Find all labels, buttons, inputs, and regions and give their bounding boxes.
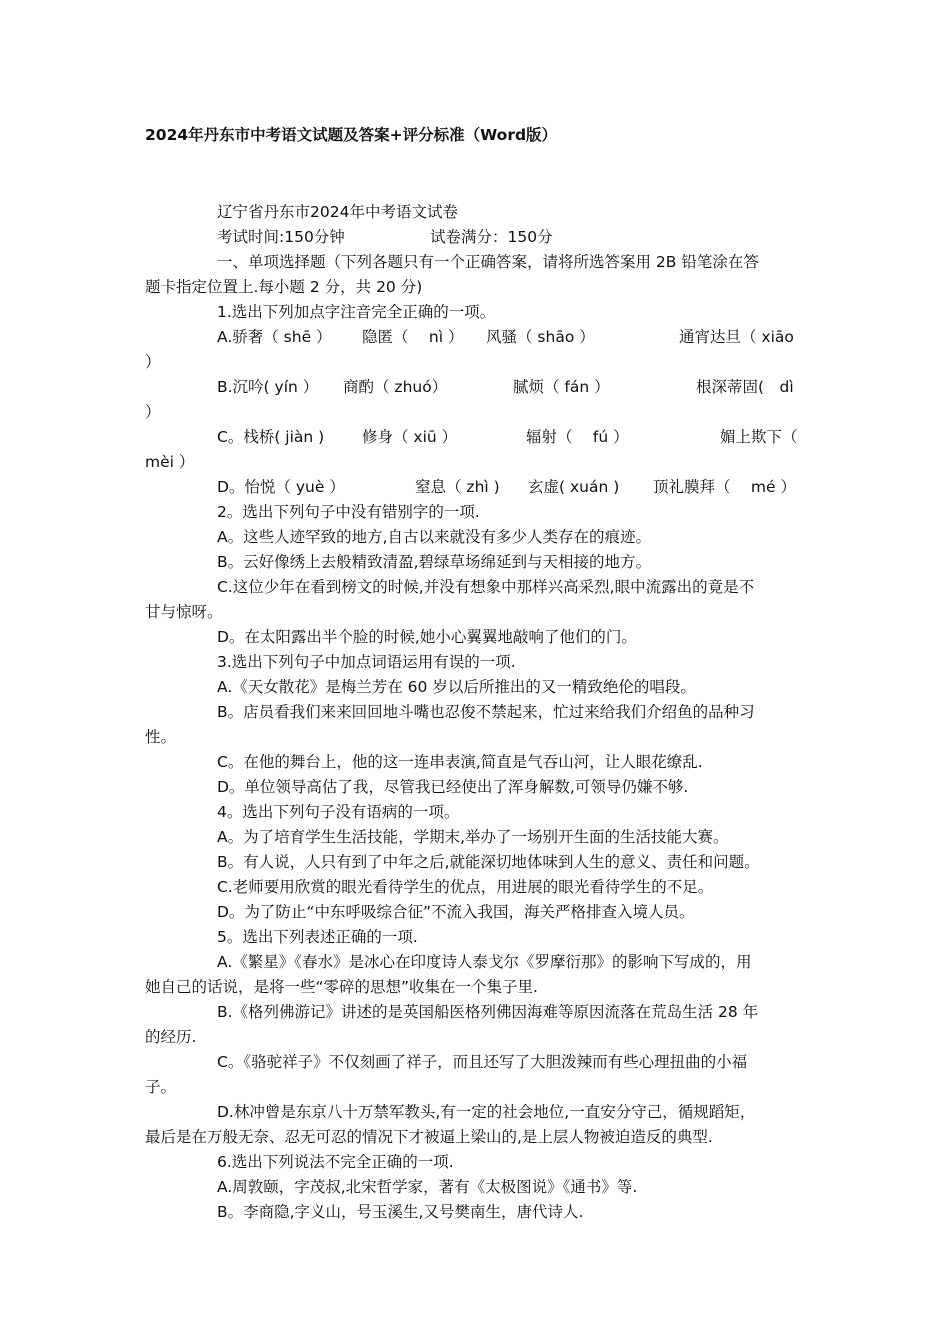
q1-option-c-3: 辐射（ fú ） [526,428,629,446]
paper-heading: 辽宁省丹东市2024年中考语文试卷 [217,203,458,221]
q2-option-d: D。在太阳露出半个脸的时候,她小心翼翼地敲响了他们的门。 [217,628,637,646]
q4-stem: 4。选出下列句子没有语病的一项。 [217,803,460,821]
q3-option-a: A.《天女散花》是梅兰芳在 60 岁以后所推出的又一精致绝伦的唱段。 [217,678,696,696]
q6-option-b: B。李商隐,字义山，号玉溪生,又号樊南生，唐代诗人. [217,1203,584,1221]
q1-option-c-2: 修身（ xiū ） [362,428,458,446]
q5-option-c-line2: 子。 [145,1078,177,1096]
q1-option-b-5: ） [145,403,161,421]
q2-option-a: A。这些人迹罕致的地方,自古以来就没有多少人类存在的痕迹。 [217,528,652,546]
q5-option-b-line2: 的经历. [145,1028,197,1046]
q3-option-d: D。单位领导高估了我，尽管我已经使出了浑身解数,可领导仍嫌不够. [217,778,689,796]
q3-option-b-line1: B。店员看我们来来回回地斗嘴也忍俊不禁起来，忙过来给我们介绍鱼的品种习 [217,703,755,721]
q3-stem: 3.选出下列句子中加点词语运用有误的一项. [217,653,516,671]
q4-option-d: D。为了防止“中东呼吸综合征”不流入我国，海关严格排查入境人员。 [217,903,695,921]
q6-stem: 6.选出下列说法不完全正确的一项. [217,1153,454,1171]
q1-option-b-4: 根深蒂固( dì [696,378,794,396]
q5-option-d-line2: 最后是在万般无奈、忍无可忍的情况下才被逼上梁山的,是上层人物被迫造反的典型. [145,1128,713,1146]
q1-option-b-2: 商酌（ zhuó） [343,378,448,396]
section1-intro-line1: 一、单项选择题（下列各题只有一个正确答案，请将所选答案用 2B 铅笔涂在答 [217,253,759,271]
q1-option-d-3: 玄虚( xuán ) [528,478,620,496]
q1-option-a-4: 通宵达旦（ xiāo [679,328,794,346]
q2-option-c-line1: C.这位少年在看到榜文的时候,并没有想象中那样兴高采烈,眼中流露出的竟是不 [217,578,755,596]
q1-option-a-3: 风骚（ shāo ） [486,328,595,346]
q4-option-c: C.老师要用欣赏的眼光看待学生的优点，用进展的眼光看待学生的不足。 [217,878,714,896]
q2-stem: 2。选出下列句子中没有错别字的一项. [217,503,480,521]
q1-option-c-4: 媚上欺下（ [720,428,798,446]
q4-option-b: B。有人说，人只有到了中年之后,就能深切地体味到人生的意义、责任和问题。 [217,853,760,871]
exam-time: 考试时间:150分钟 [217,228,345,246]
q4-option-a: A。为了培育学生生活技能，学期末,举办了一场别开生面的生活技能大赛。 [217,828,729,846]
q1-option-d-2: 窒息（ zhì ) [415,478,500,496]
q5-option-c-line1: C。《骆驼祥子》不仅刻画了祥子，而且还写了大胆泼辣而有些心理扭曲的小福 [217,1053,748,1071]
q1-option-a-1: A.骄奢（ shē ） [217,328,332,346]
q5-option-a-line2: 她自己的话说，是将一些“零碎的思想”收集在一个集子里. [145,978,538,996]
q6-option-a: A.周敦颐，字茂叔,北宋哲学家，著有《太极图说》《通书》等. [217,1178,638,1196]
q5-option-a-line1: A.《繁星》《春水》是冰心在印度诗人泰戈尔《罗摩衍那》的影响下写成的，用 [217,953,752,971]
document-title: 2024年丹东市中考语文试题及答案+评分标准（Word版） [145,126,558,144]
q3-option-c: C。在他的舞台上，他的这一连串表演,简直是气吞山河，让人眼花缭乱. [217,753,703,771]
q3-option-b-line2: 性。 [145,728,177,746]
q5-stem: 5。选出下列表述正确的一项. [217,928,418,946]
q1-option-b-1: B.沉吟( yín ） [217,378,319,396]
q1-option-c-1: C。栈桥( jiàn ) [217,428,325,446]
q5-option-b-line1: B.《格列佛游记》讲述的是英国船医格列佛因海难等原因流落在荒岛生活 28 年 [217,1003,759,1021]
q2-option-b: B。云好像绣上去般精致清盈,碧绿草场绵延到与天相接的地方。 [217,553,652,571]
q1-option-c-5: mèi ） [145,453,195,471]
q1-option-a-2: 隐匿（ nì ） [362,328,464,346]
q1-option-d-4: 顶礼膜拜（ mé ） [653,478,796,496]
q2-option-c-line2: 甘与惊呀。 [145,603,223,621]
q1-option-a-5: ） [145,353,161,371]
q1-option-b-3: 腻烦（ fán ） [513,378,610,396]
full-score: 试卷满分：150分 [430,228,553,246]
section1-intro-line2: 题卡指定位置上.每小题 2 分，共 20 分) [145,278,423,296]
q1-option-d-1: D。怡悦（ yuè ） [217,478,345,496]
q5-option-d-line1: D.林冲曾是东京八十万禁军教头,有一定的社会地位,一直安分守己，循规蹈矩， [217,1103,756,1121]
q1-stem: 1.选出下列加点字注音完全正确的一项。 [217,303,496,321]
